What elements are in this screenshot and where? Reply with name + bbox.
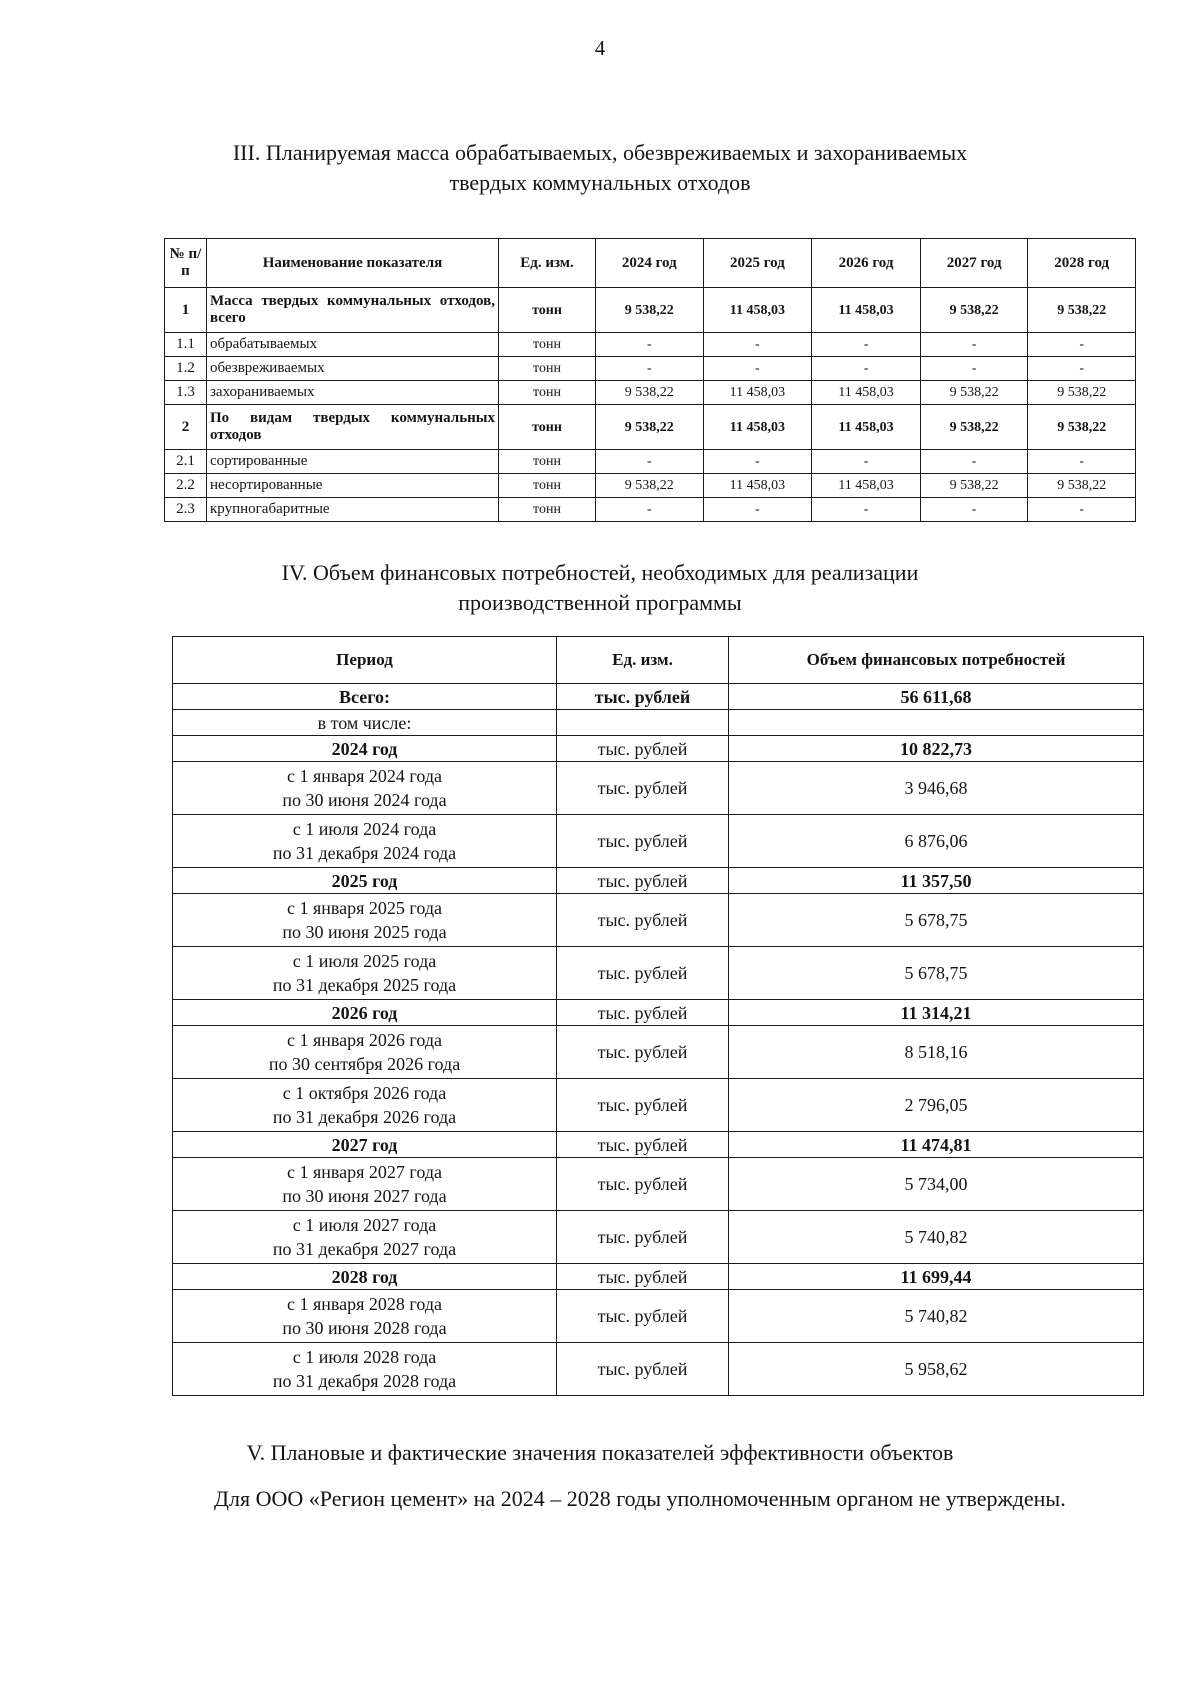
financial-row xyxy=(173,894,1144,947)
financial-period: с 1 июля 2027 года по 31 декабря 2027 года xyxy=(173,1211,557,1264)
financial-value: 10 822,73 xyxy=(729,736,1144,762)
financial-row xyxy=(173,710,1144,736)
row-unit: тонн xyxy=(499,333,596,357)
row-year-value: - xyxy=(1028,498,1136,522)
financial-value: 5 958,62 xyxy=(729,1343,1144,1396)
section-3-heading xyxy=(0,138,1200,198)
waste-mass-table xyxy=(164,238,1136,522)
financial-unit: тыс. рублей xyxy=(557,894,729,947)
header-year-2025: 2025 год xyxy=(703,239,812,288)
financial-period: с 1 января 2027 года по 30 июня 2027 года xyxy=(173,1158,557,1211)
row-year-value: - xyxy=(812,498,921,522)
financial-period: 2025 год xyxy=(173,868,557,894)
section-5-paragraph: Для ООО «Регион цемент» на 2024 – 2028 годы уполномоченным органом не утверждены. xyxy=(214,1486,1066,1511)
row-year-value: 11 458,03 xyxy=(703,381,812,405)
row-number: 1.2 xyxy=(165,357,207,381)
row-year-value: 9 538,22 xyxy=(596,288,704,333)
row-indicator-name: захораниваемых xyxy=(207,381,499,405)
financial-unit: тыс. рублей xyxy=(557,1079,729,1132)
row-unit: тонн xyxy=(499,405,596,450)
row-year-value: 9 538,22 xyxy=(1028,405,1136,450)
financial-row xyxy=(173,1343,1144,1396)
row-year-value: - xyxy=(703,450,812,474)
financial-value: 56 611,68 xyxy=(729,684,1144,710)
row-year-value: 11 458,03 xyxy=(812,474,921,498)
financial-row xyxy=(173,868,1144,894)
financial-period: с 1 июля 2024 года по 31 декабря 2024 года xyxy=(173,815,557,868)
row-number: 1.1 xyxy=(165,333,207,357)
financial-row xyxy=(173,1026,1144,1079)
financial-value: 5 678,75 xyxy=(729,894,1144,947)
row-unit: тонн xyxy=(499,288,596,333)
financial-period: с 1 января 2025 года по 30 июня 2025 года xyxy=(173,894,557,947)
financial-period: с 1 января 2024 года по 30 июня 2024 года xyxy=(173,762,557,815)
financial-unit: тыс. рублей xyxy=(557,684,729,710)
financial-unit: тыс. рублей xyxy=(557,1026,729,1079)
header-unit: Ед. изм. xyxy=(557,637,729,684)
row-year-value: - xyxy=(596,357,704,381)
row-indicator-name: несортированные xyxy=(207,474,499,498)
financial-unit: тыс. рублей xyxy=(557,947,729,1000)
row-year-value: 11 458,03 xyxy=(812,381,921,405)
financial-period: с 1 января 2026 года по 30 сентября 2026 года xyxy=(173,1026,557,1079)
row-year-value: 9 538,22 xyxy=(596,381,704,405)
section-4-title-line-2: производственной программы xyxy=(458,590,742,615)
section-3-title-line-2: твердых коммунальных отходов xyxy=(449,170,751,195)
financial-value: 5 678,75 xyxy=(729,947,1144,1000)
financial-value: 11 474,81 xyxy=(729,1132,1144,1158)
row-unit: тонн xyxy=(499,498,596,522)
financial-period: с 1 января 2028 года по 30 июня 2028 года xyxy=(173,1290,557,1343)
waste-mass-row xyxy=(165,498,1136,522)
row-year-value: - xyxy=(703,333,812,357)
row-year-value: 9 538,22 xyxy=(920,381,1028,405)
header-indicator-name: Наименование показателя xyxy=(207,239,499,288)
waste-mass-row xyxy=(165,381,1136,405)
row-year-value: - xyxy=(1028,357,1136,381)
financial-unit: тыс. рублей xyxy=(557,1290,729,1343)
financial-unit: тыс. рублей xyxy=(557,1158,729,1211)
financial-row xyxy=(173,762,1144,815)
financial-value: 8 518,16 xyxy=(729,1026,1144,1079)
section-4-title-line-1: IV. Объем финансовых потребностей, необходимых для реализации xyxy=(281,560,919,585)
row-year-value: 9 538,22 xyxy=(596,474,704,498)
financial-unit: тыс. рублей xyxy=(557,1264,729,1290)
row-indicator-name: обезвреживаемых xyxy=(207,357,499,381)
row-year-value: 9 538,22 xyxy=(920,474,1028,498)
financial-value: 6 876,06 xyxy=(729,815,1144,868)
row-year-value: 9 538,22 xyxy=(596,405,704,450)
row-indicator-name: крупногабаритные xyxy=(207,498,499,522)
financial-period: с 1 октября 2026 года по 31 декабря 2026 года xyxy=(173,1079,557,1132)
financial-value: 11 314,21 xyxy=(729,1000,1144,1026)
financial-unit: тыс. рублей xyxy=(557,815,729,868)
waste-mass-row xyxy=(165,450,1136,474)
financial-needs-table xyxy=(172,636,1144,1396)
row-year-value: 11 458,03 xyxy=(703,405,812,450)
financial-value: 5 740,82 xyxy=(729,1211,1144,1264)
row-year-value: - xyxy=(596,498,704,522)
financial-row xyxy=(173,1079,1144,1132)
financial-table-body xyxy=(173,684,1144,1396)
financial-row xyxy=(173,1158,1144,1211)
financial-row xyxy=(173,1290,1144,1343)
financial-period: с 1 июля 2025 года по 31 декабря 2025 года xyxy=(173,947,557,1000)
financial-period: с 1 июля 2028 года по 31 декабря 2028 года xyxy=(173,1343,557,1396)
financial-row xyxy=(173,1211,1144,1264)
row-number: 2 xyxy=(165,405,207,450)
row-number: 2.2 xyxy=(165,474,207,498)
row-number: 2.3 xyxy=(165,498,207,522)
row-year-value: 11 458,03 xyxy=(812,405,921,450)
row-year-value: - xyxy=(596,450,704,474)
row-year-value: - xyxy=(596,333,704,357)
financial-unit: тыс. рублей xyxy=(557,762,729,815)
header-unit: Ед. изм. xyxy=(499,239,596,288)
row-year-value: 11 458,03 xyxy=(703,474,812,498)
financial-header-row xyxy=(173,637,1144,684)
row-indicator-name: По видам твердых коммунальных отходов xyxy=(207,405,499,450)
header-financial-volume: Объем финансовых потребностей xyxy=(729,637,1144,684)
row-indicator-name: Масса твердых коммунальных отходов, всего xyxy=(207,288,499,333)
financial-value: 3 946,68 xyxy=(729,762,1144,815)
waste-mass-row xyxy=(165,333,1136,357)
row-year-value: - xyxy=(812,450,921,474)
financial-period: 2024 год xyxy=(173,736,557,762)
financial-value: 11 357,50 xyxy=(729,868,1144,894)
header-year-2028: 2028 год xyxy=(1028,239,1136,288)
row-year-value: - xyxy=(1028,450,1136,474)
section-3-title-line-1: III. Планируемая масса обрабатываемых, обезвреживаемых и захораниваемых xyxy=(232,140,968,165)
financial-unit xyxy=(557,710,729,736)
financial-unit: тыс. рублей xyxy=(557,736,729,762)
financial-value: 11 699,44 xyxy=(729,1264,1144,1290)
row-year-value: 9 538,22 xyxy=(920,405,1028,450)
row-year-value: - xyxy=(812,357,921,381)
row-year-value: 9 538,22 xyxy=(1028,381,1136,405)
financial-row xyxy=(173,736,1144,762)
row-year-value: - xyxy=(920,357,1028,381)
financial-period: в том числе: xyxy=(173,710,557,736)
financial-unit: тыс. рублей xyxy=(557,1000,729,1026)
row-year-value: 9 538,22 xyxy=(1028,474,1136,498)
row-year-value: - xyxy=(703,357,812,381)
header-year-2027: 2027 год xyxy=(920,239,1028,288)
row-year-value: - xyxy=(920,333,1028,357)
financial-period: 2028 год xyxy=(173,1264,557,1290)
header-year-2024: 2024 год xyxy=(596,239,704,288)
financial-period: 2026 год xyxy=(173,1000,557,1026)
section-5-heading: V. Плановые и фактические значения показателей эффективности объектов xyxy=(246,1440,954,1465)
financial-unit: тыс. рублей xyxy=(557,1132,729,1158)
financial-row xyxy=(173,815,1144,868)
row-unit: тонн xyxy=(499,450,596,474)
waste-mass-row xyxy=(165,474,1136,498)
row-year-value: 11 458,03 xyxy=(703,288,812,333)
section-4-heading xyxy=(0,558,1200,618)
row-unit: тонн xyxy=(499,357,596,381)
row-number: 2.1 xyxy=(165,450,207,474)
row-year-value: - xyxy=(812,333,921,357)
row-indicator-name: сортированные xyxy=(207,450,499,474)
financial-value: 5 740,82 xyxy=(729,1290,1144,1343)
financial-value: 2 796,05 xyxy=(729,1079,1144,1132)
financial-unit: тыс. рублей xyxy=(557,1211,729,1264)
row-year-value: - xyxy=(920,498,1028,522)
row-year-value: 9 538,22 xyxy=(1028,288,1136,333)
row-number: 1 xyxy=(165,288,207,333)
financial-row xyxy=(173,684,1144,710)
row-indicator-name: обрабатываемых xyxy=(207,333,499,357)
financial-row xyxy=(173,947,1144,1000)
row-year-value: 11 458,03 xyxy=(812,288,921,333)
financial-period: Всего: xyxy=(173,684,557,710)
waste-mass-row xyxy=(165,288,1136,333)
row-year-value: - xyxy=(1028,333,1136,357)
waste-mass-row xyxy=(165,357,1136,381)
row-number: 1.3 xyxy=(165,381,207,405)
financial-row xyxy=(173,1132,1144,1158)
header-year-2026: 2026 год xyxy=(812,239,921,288)
row-year-value: 9 538,22 xyxy=(920,288,1028,333)
page-number: 4 xyxy=(594,36,606,60)
row-unit: тонн xyxy=(499,381,596,405)
financial-unit: тыс. рублей xyxy=(557,1343,729,1396)
row-unit: тонн xyxy=(499,474,596,498)
header-period: Период xyxy=(173,637,557,684)
financial-value: 5 734,00 xyxy=(729,1158,1144,1211)
financial-period: 2027 год xyxy=(173,1132,557,1158)
financial-value xyxy=(729,710,1144,736)
waste-mass-table-body xyxy=(165,288,1136,522)
financial-row xyxy=(173,1264,1144,1290)
header-number: № п/п xyxy=(165,239,207,288)
financial-unit: тыс. рублей xyxy=(557,868,729,894)
waste-mass-row xyxy=(165,405,1136,450)
row-year-value: - xyxy=(703,498,812,522)
financial-row xyxy=(173,1000,1144,1026)
waste-mass-header-row xyxy=(165,239,1136,288)
row-year-value: - xyxy=(920,450,1028,474)
